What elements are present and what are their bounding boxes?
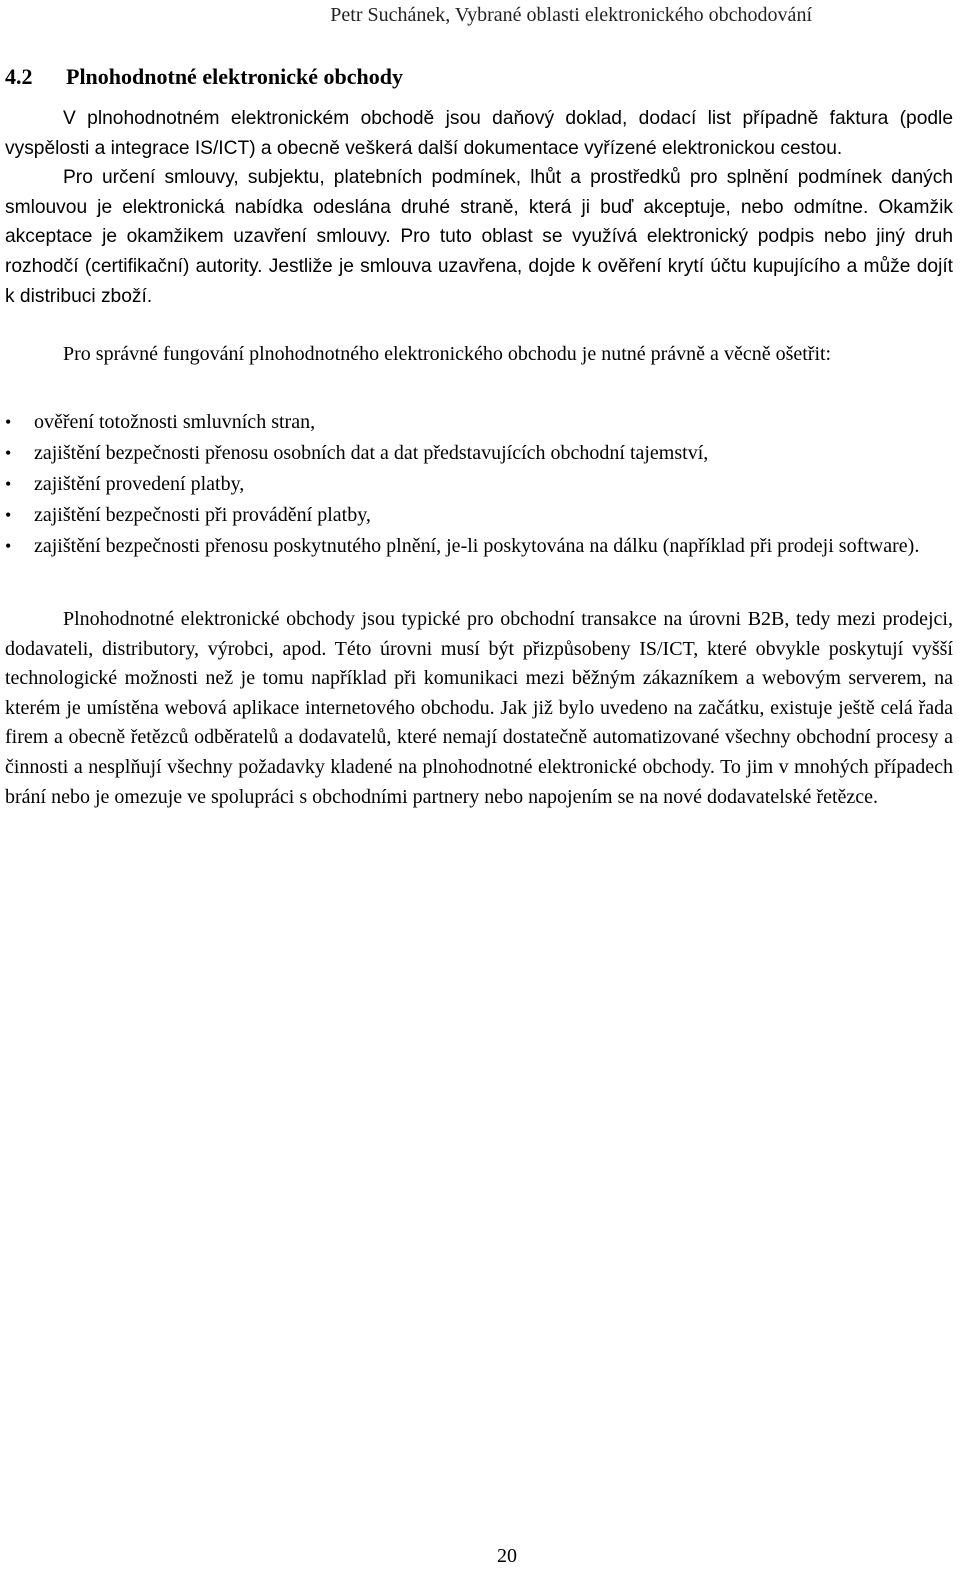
paragraph-intro-2: Pro určení smlouvy, subjektu, platebních podmínek, lhůt a prostředků pro splnění podmínek daných smlouvou je elektronická nabídka odeslána druhé straně, která ji buď akceptuje, nebo odmítne. Okamžik akceptace je okamžikem uzavření smlouvy. Pro tuto oblast se využívá elektronický podpis nebo jiný druh rozhodčí (certifikační) autority. Jestliže je smlouva uzavřena, dojde k ověření krytí účtu kupujícího a může dojít k distribuci zboží. (5, 167, 953, 307)
list-item-text: zajištění provedení platby, (34, 473, 245, 496)
section-heading (5, 62, 403, 92)
list-intro-block (5, 340, 953, 370)
bullet-icon: • (5, 474, 12, 495)
list-item (5, 532, 953, 562)
running-header: Petr Suchánek, Vybrané oblasti elektronického obchodování (330, 4, 812, 26)
section-number: 4.2 (5, 64, 33, 89)
list-item (5, 408, 953, 438)
list-item-text: zajištění bezpečnosti přenosu poskytnutého plnění, je-li poskytována na dálku (například při prodeji software). (34, 535, 920, 558)
list-item-text: zajištění bezpečnosti při provádění platby, (34, 504, 371, 527)
closing-text-block (5, 605, 953, 812)
bullet-icon: • (5, 412, 12, 432)
list-item-text: zajištění bezpečnosti přenosu osobních dat a dat představujících obchodní tajemství, (34, 442, 709, 465)
list-item (5, 470, 953, 500)
bullet-icon: • (5, 505, 12, 526)
intro-text-block (5, 104, 953, 311)
section-title: Plnohodnotné elektronické obchody (66, 64, 403, 89)
paragraph-intro-1: V plnohodnotném elektronickém obchodě jsou daňový doklad, dodací list případně faktura (podle vyspělosti a integrace IS/ICT) a obecně veškerá další dokumentace vyřízené elektronickou cestou. (5, 108, 953, 159)
list-item-text: ověření totožnosti smluvních stran, (34, 411, 316, 433)
paragraph-closing: Plnohodnotné elektronické obchody jsou typické pro obchodní transakce na úrovni B2B, tedy mezi prodejci, dodavateli, distributory, výrobci, apod. Této úrovni musí být přizpůsobeny IS/ICT, které obvykle poskytují vyšší technologické možnosti než je tomu například při komunikaci mezi běžným zákazníkem a webovým serverem, na kterém je umístěna webová aplikace internetového obchodu. Jak již bylo uvedeno na začátku, existuje ještě celá řada firem a obecně řetězců odběratelů a dodavatelů, které nemají dostatečně automatizované všechny obchodní procesy a činnosti a nesplňují všechny požadavky kladené na plnohodnotné elektronické obchody. To jim v mnohých případech brání nebo je omezuje ve spolupráci s obchodními partnery nebo napojením se na nové dodavatelské řetězce. (5, 608, 953, 808)
list-item (5, 439, 953, 469)
page-number: 20 (497, 1545, 517, 1567)
bullet-list (5, 408, 953, 563)
bullet-icon: • (5, 443, 12, 464)
list-item (5, 501, 953, 531)
bullet-icon: • (5, 536, 12, 557)
paragraph-list-intro: Pro správné fungování plnohodnotného elektronického obchodu je nutné právně a věcně ošetřit: (63, 343, 832, 365)
